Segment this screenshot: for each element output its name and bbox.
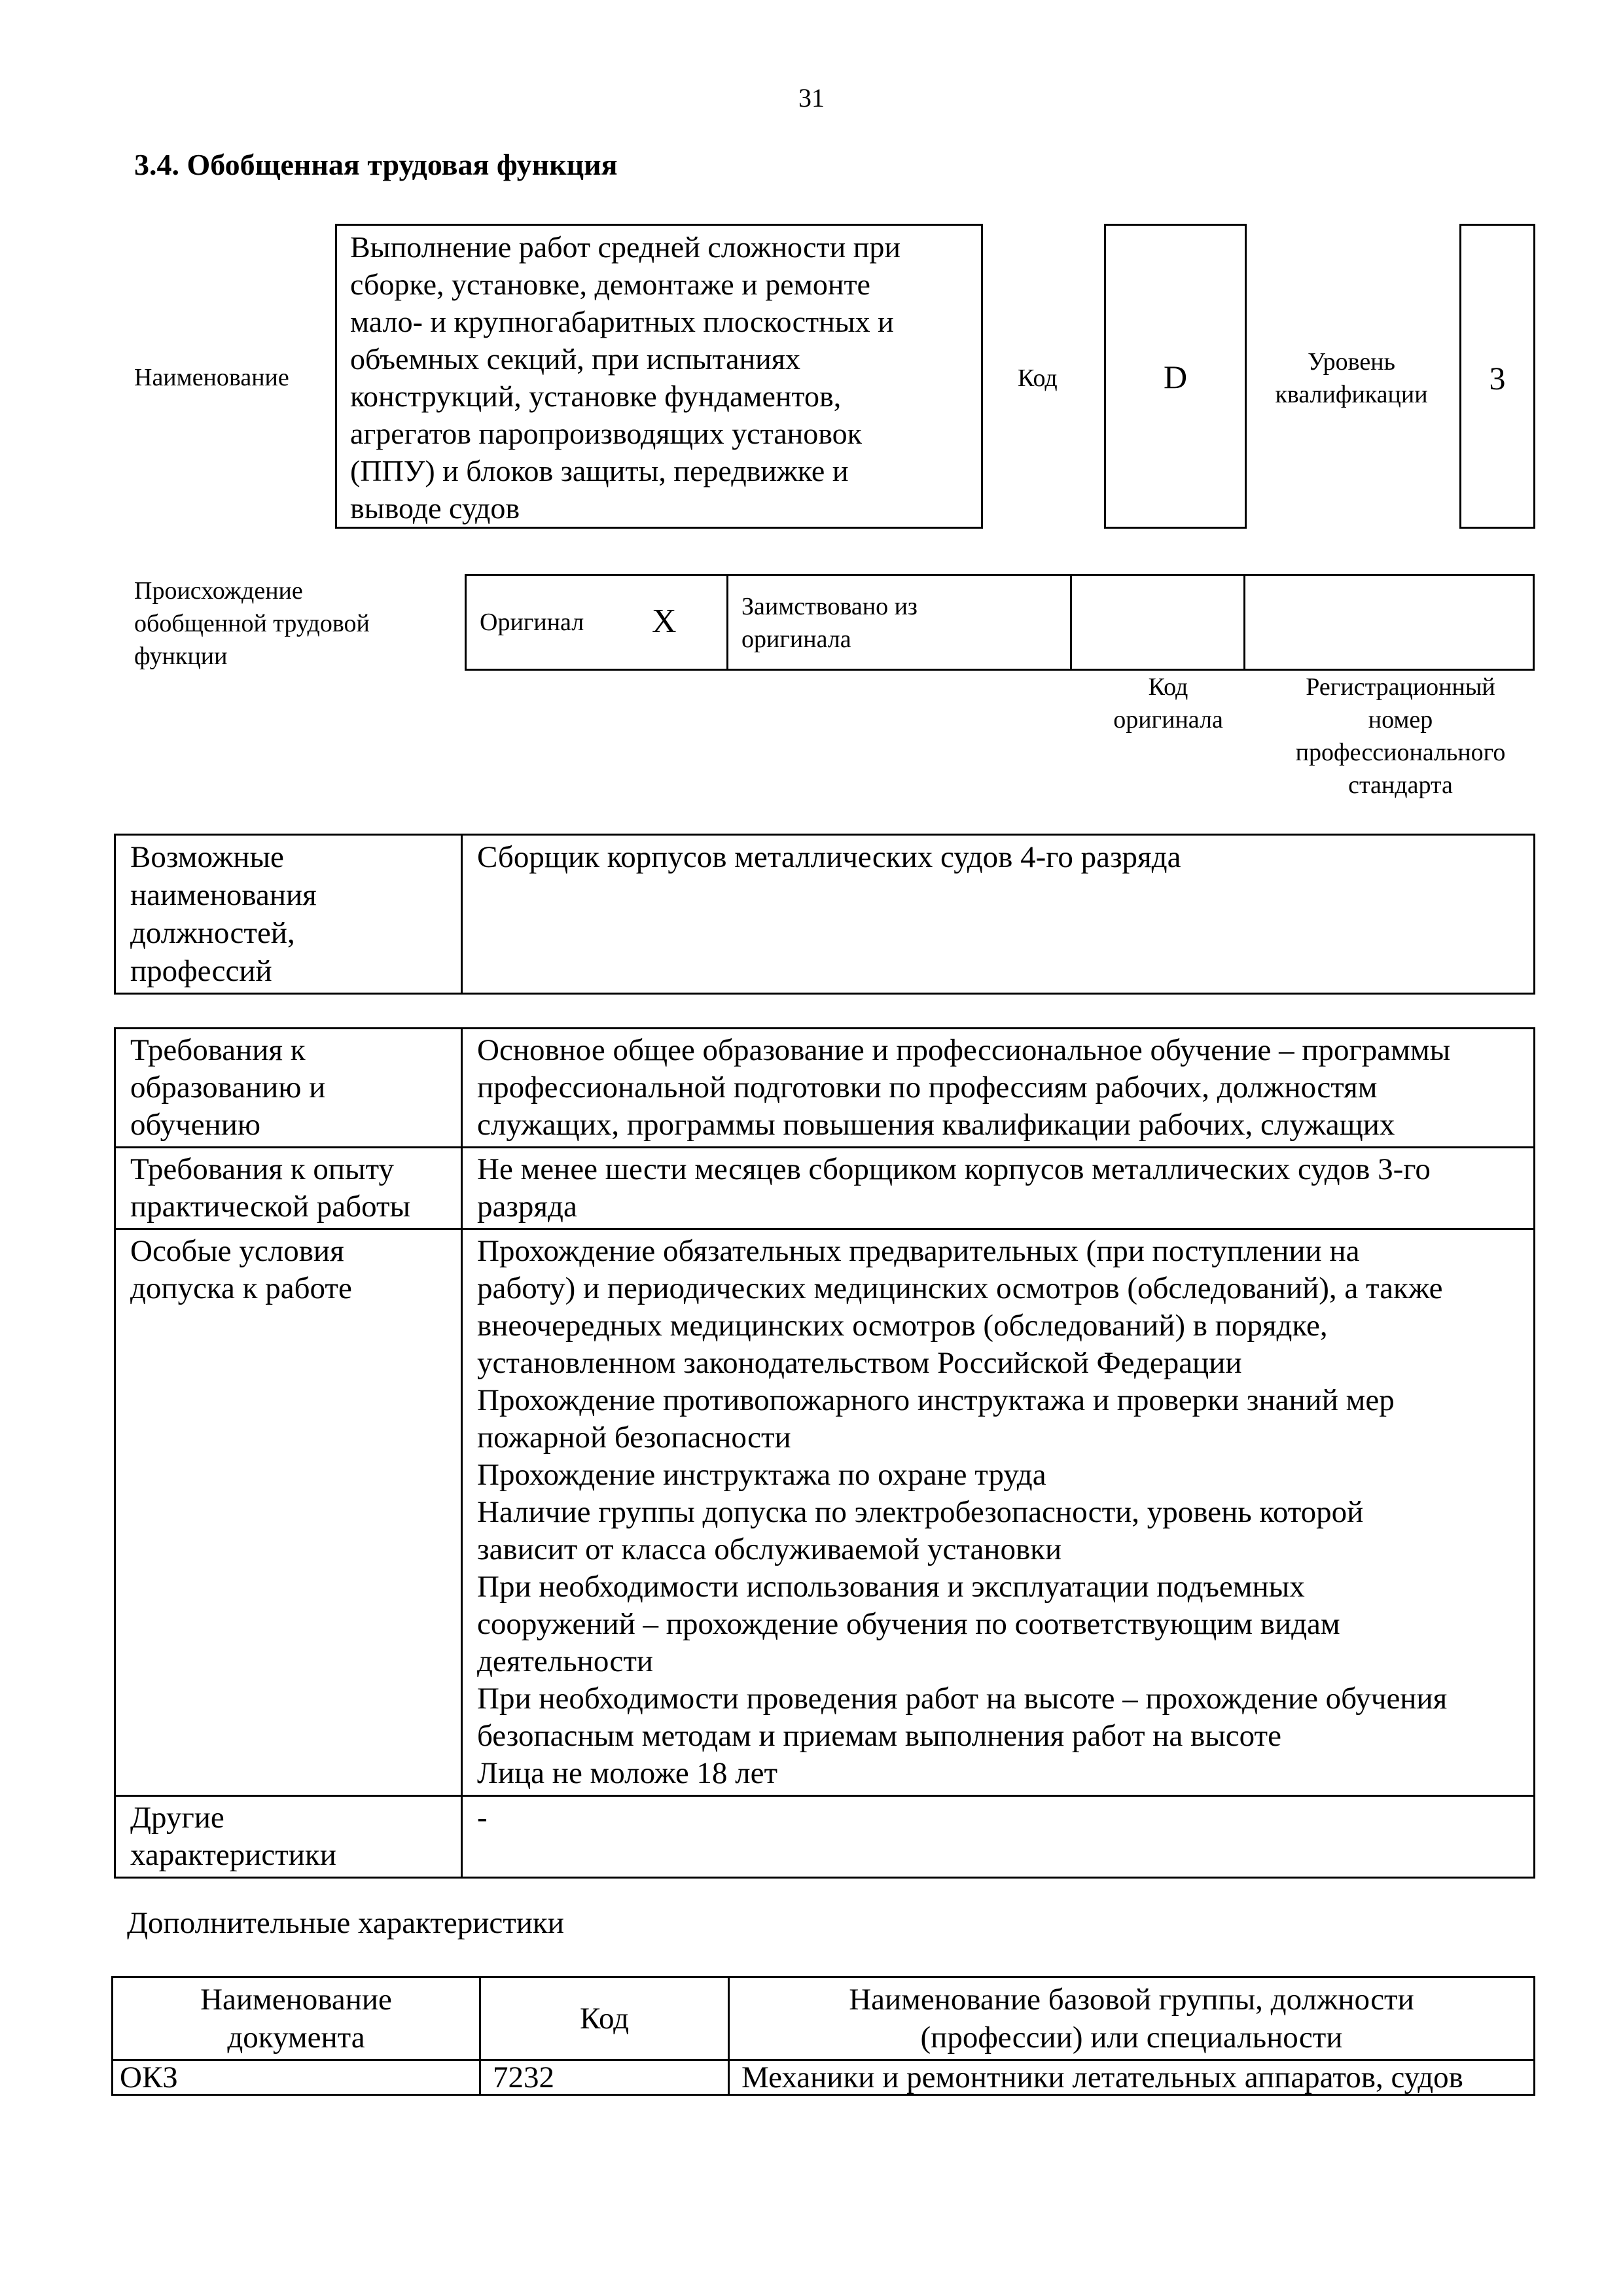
- origin-label-line: обобщенной трудовой: [134, 610, 370, 637]
- origin-label-line: функции: [134, 643, 228, 670]
- value-line: зависит от класса обслуживаемой установки: [477, 1532, 1062, 1566]
- header-line: Наименование: [200, 1983, 392, 2017]
- function-name-line: сборке, установке, демонтаже и ремонте: [350, 268, 870, 301]
- other-value-cell: [462, 1796, 1535, 1878]
- doc-cell: ОКЗ: [113, 2060, 480, 2095]
- additional-table: [111, 1976, 1535, 2096]
- value-line: работу) и периодических медицинских осмотров (обследований), а также: [477, 1271, 1443, 1305]
- value-line: При необходимости использования и эксплуатации подъемных: [477, 1570, 1305, 1604]
- requirements-table: [114, 1027, 1535, 1879]
- code-original-caption-line: оригинала: [1113, 706, 1223, 733]
- value-line: Прохождение противопожарного инструктажа и проверки знаний мер: [477, 1383, 1395, 1417]
- value-line: профессиональной подготовки по профессиям рабочих, должностям: [477, 1070, 1378, 1104]
- level-label: [1263, 345, 1440, 411]
- function-name-text: [350, 228, 981, 527]
- label-line: Требования к: [130, 1033, 306, 1067]
- header-line: документа: [227, 2021, 365, 2055]
- conditions-value-cell: [462, 1229, 1535, 1796]
- conditions-label-cell: [115, 1229, 462, 1796]
- label-line: допуска к работе: [130, 1271, 352, 1305]
- value-line: внеочередных медицинских осмотров (обследований) в порядке,: [477, 1309, 1328, 1343]
- code-label: Код: [1018, 364, 1058, 392]
- label-line: Особые условия: [130, 1234, 344, 1268]
- doc-header-cell: [113, 1977, 480, 2060]
- code-cell: 7232: [480, 2060, 729, 2095]
- level-value: 3: [1489, 360, 1506, 397]
- section-heading: 3.4. Обобщенная трудовая функция: [134, 148, 618, 181]
- value-line: Прохождение обязательных предварительных (при поступлении на: [477, 1234, 1360, 1268]
- education-value-cell: [462, 1029, 1535, 1148]
- value-line: Наличие группы допуска по электробезопасности, уровень которой: [477, 1495, 1364, 1529]
- code-original-caption: [1070, 671, 1266, 736]
- function-name-line: (ППУ) и блоков защиты, передвижке и: [350, 454, 849, 487]
- positions-label-line: должностей,: [130, 916, 295, 950]
- positions-label-line: профессий: [130, 954, 272, 988]
- value-line: безопасным методам и приемам выполнения работ на высоте: [477, 1719, 1281, 1753]
- borrowed-label-line: оригинала: [741, 626, 851, 653]
- value-line: -: [477, 1801, 488, 1835]
- code-box: [1104, 224, 1247, 529]
- positions-value-cell: [462, 835, 1535, 994]
- group-cell: Механики и ремонтники летательных аппаратов, судов: [729, 2060, 1535, 2095]
- code-header-cell: [480, 1977, 729, 2060]
- level-label-line: Уровень: [1308, 348, 1395, 376]
- value-line: деятельности: [477, 1644, 654, 1678]
- label-line: Требования к опыту: [130, 1152, 395, 1186]
- positions-label-cell: [115, 835, 462, 994]
- value-line: Лица не моложе 18 лет: [477, 1756, 778, 1790]
- header-line: (профессии) или специальности: [920, 2021, 1343, 2055]
- function-name-line: объемных секций, при испытаниях: [350, 342, 800, 376]
- function-name-line: Выполнение работ средней сложности при: [350, 230, 901, 264]
- positions-label-line: наименования: [130, 878, 317, 912]
- table-row: [115, 835, 1535, 994]
- original-mark: X: [652, 603, 677, 640]
- table-header-row: [113, 1977, 1535, 2060]
- code-value: D: [1163, 359, 1188, 395]
- origin-label: [134, 574, 370, 673]
- level-box: [1459, 224, 1535, 529]
- function-name-line: агрегатов паропроизводящих установок: [350, 417, 862, 450]
- reg-number-caption: [1243, 671, 1558, 802]
- label-line: Другие: [130, 1801, 224, 1835]
- level-label-line: квалификации: [1275, 381, 1428, 408]
- function-name-line: мало- и крупногабаритных плоскостных и: [350, 305, 894, 338]
- value-line: Прохождение инструктажа по охране труда: [477, 1458, 1046, 1492]
- borrowed-label: [741, 590, 918, 656]
- education-label-cell: [115, 1029, 462, 1148]
- function-name-line: конструкций, установке фундаментов,: [350, 380, 842, 413]
- experience-label-cell: [115, 1148, 462, 1229]
- reg-number-caption-line: стандарта: [1348, 771, 1453, 799]
- value-line: Основное общее образование и профессиональное обучение – программы: [477, 1033, 1451, 1067]
- table-row: [113, 2060, 1535, 2095]
- origin-table: [465, 574, 1535, 671]
- value-line: пожарной безопасности: [477, 1421, 791, 1455]
- borrowed-label-line: Заимствовано из: [741, 593, 918, 620]
- label-line: образованию и: [130, 1070, 326, 1104]
- original-label: Оригинал: [480, 609, 584, 636]
- origin-divider: [1243, 576, 1245, 669]
- function-name-line: выводе судов: [350, 491, 520, 525]
- header-line: Наименование базовой группы, должности: [849, 1983, 1414, 2017]
- positions-label-line: Возможные: [130, 840, 284, 874]
- value-line: При необходимости проведения работ на высоте – прохождение обучения: [477, 1682, 1448, 1716]
- reg-number-caption-line: Регистрационный: [1306, 673, 1495, 701]
- origin-label-line: Происхождение: [134, 577, 303, 605]
- reg-number-caption-line: профессионального: [1295, 739, 1506, 766]
- table-row: [115, 1229, 1535, 1796]
- value-line: разряда: [477, 1190, 577, 1224]
- value-line: сооружений – прохождение обучения по соответствующим видам: [477, 1607, 1340, 1641]
- value-line: служащих, программы повышения квалификации рабочих, служащих: [477, 1108, 1395, 1142]
- code-original-caption-line: Код: [1148, 673, 1188, 701]
- origin-divider: [1070, 576, 1072, 669]
- reg-number-caption-line: номер: [1368, 706, 1433, 733]
- additional-title: Дополнительные характеристики: [127, 1906, 564, 1940]
- table-row: [115, 1029, 1535, 1148]
- table-row: [115, 1796, 1535, 1878]
- value-line: установленном законодательством Российской Федерации: [477, 1346, 1242, 1380]
- label-line: практической работы: [130, 1190, 411, 1224]
- origin-divider: [726, 576, 728, 669]
- table-row: [115, 1148, 1535, 1229]
- experience-value-cell: [462, 1148, 1535, 1229]
- header-line: Код: [579, 2002, 630, 2036]
- function-name-box: [335, 224, 983, 529]
- name-label: Наименование: [134, 364, 289, 391]
- positions-value: Сборщик корпусов металлических судов 4-го разряда: [477, 840, 1181, 874]
- label-line: характеристики: [130, 1838, 336, 1872]
- group-header-cell: [729, 1977, 1535, 2060]
- value-line: Не менее шести месяцев сборщиком корпусов металлических судов 3-го: [477, 1152, 1431, 1186]
- positions-table: [114, 834, 1535, 995]
- page-number: 31: [798, 83, 825, 113]
- label-line: обучению: [130, 1108, 261, 1142]
- other-label-cell: [115, 1796, 462, 1878]
